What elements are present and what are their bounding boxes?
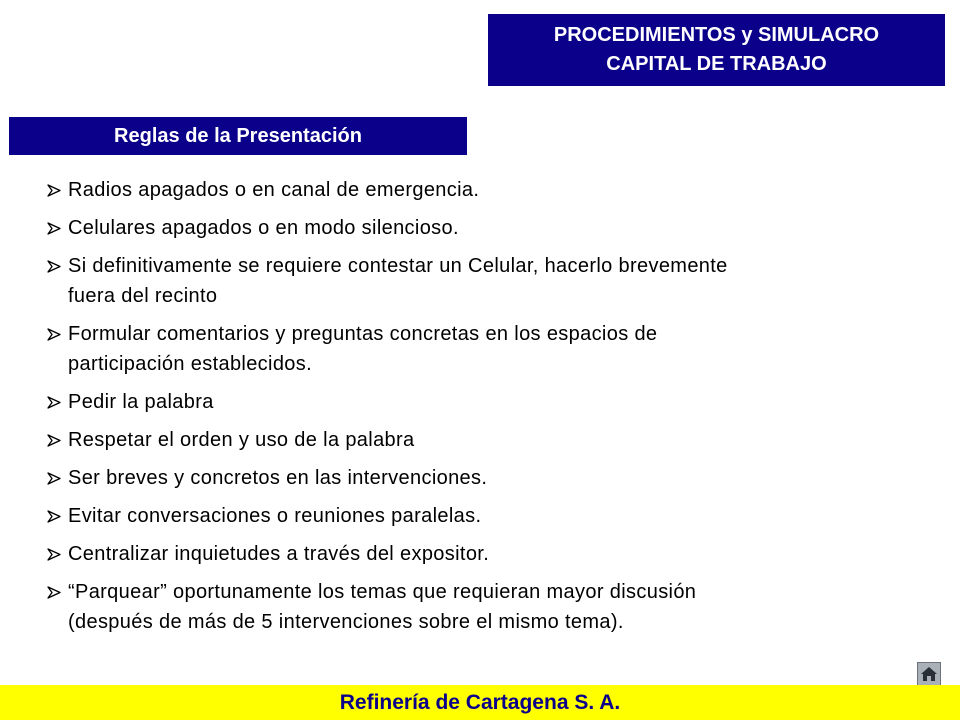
rule-item-line: (después de más de 5 intervenciones sobre el mismo tema). <box>68 611 624 633</box>
arrow-bullet-icon <box>47 510 61 523</box>
rule-item-line: participación establecidos. <box>68 353 313 375</box>
rule-item-line: Ser breves y concretos en las intervenciones. <box>68 467 488 489</box>
rule-item-line: Radios apagados o en canal de emergencia. <box>68 179 480 201</box>
arrow-bullet-icon <box>47 434 61 447</box>
section-title-bar <box>9 117 467 155</box>
rule-item <box>47 387 927 417</box>
arrow-bullet-icon <box>47 184 61 197</box>
arrow-bullet-icon <box>47 472 61 485</box>
rule-item <box>47 175 927 205</box>
rule-item <box>47 577 927 637</box>
rule-item-line: Evitar conversaciones o reuniones paralelas. <box>68 505 482 527</box>
rule-item <box>47 213 927 243</box>
home-button[interactable] <box>917 662 941 686</box>
rule-item <box>47 463 927 493</box>
rule-item-line: Formular comentarios y preguntas concretas en los espacios de <box>68 323 658 345</box>
arrow-bullet-icon <box>47 586 61 599</box>
arrow-bullet-icon <box>47 328 61 341</box>
arrow-bullet-icon <box>47 396 61 409</box>
rules-list <box>47 175 927 645</box>
footer-company-name: Refinería de Cartagena S. A. <box>339 690 621 714</box>
rule-item-line: Si definitivamente se requiere contestar un Celular, hacerlo brevemente <box>68 255 728 277</box>
rule-item <box>47 251 927 311</box>
header-title-line-1: PROCEDIMIENTOS y SIMULACRO <box>553 24 880 46</box>
rule-item-line: Pedir la palabra <box>68 391 214 413</box>
rule-item-line: Celulares apagados o en modo silencioso. <box>68 217 459 239</box>
rule-item-line: fuera del recinto <box>68 285 218 307</box>
arrow-bullet-icon <box>47 222 61 235</box>
rule-item <box>47 539 927 569</box>
header-title-line-2: CAPITAL DE TRABAJO <box>606 53 827 75</box>
arrow-bullet-icon <box>47 548 61 561</box>
rule-item-line: “Parquear” oportunamente los temas que requieran mayor discusión <box>68 581 697 603</box>
rule-item-line: Centralizar inquietudes a través del expositor. <box>68 543 490 565</box>
home-icon <box>920 666 938 682</box>
rule-item-line: Respetar el orden y uso de la palabra <box>68 429 415 451</box>
rule-item <box>47 319 927 379</box>
footer-bar <box>0 685 960 720</box>
rule-item <box>47 501 927 531</box>
arrow-bullet-icon <box>47 260 61 273</box>
section-title: Reglas de la Presentación <box>114 124 362 147</box>
header-title-box <box>488 14 945 86</box>
rule-item <box>47 425 927 455</box>
